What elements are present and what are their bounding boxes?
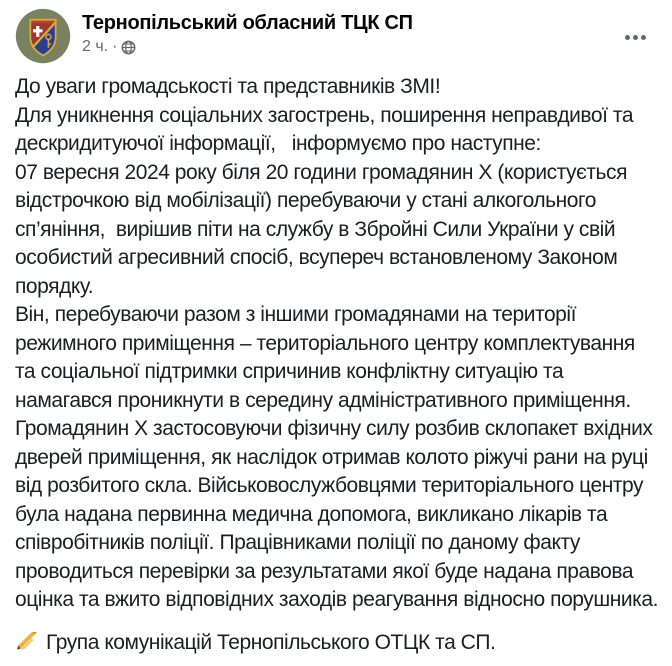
post-meta — [82, 38, 621, 56]
post-paragraph: Громадянин Х застосовуючи фізичну силу розбив склопакет вхідних дверей приміщення, як наслідок отримав колото ріжучі рани на руці від розбитого скла. Військовослужбовцями територіального центру була надана первинна медична допомога, викликано лікарів та співробітників поліції. Працівниками поліції по даному факту проводиться перевірки за результатами якої буде надана правова оцінка та вжито відповідних заходів реагування відносно порушника. — [15, 417, 658, 611]
military-emblem-icon — [14, 7, 72, 65]
signature-text: Група комунікацій Тернопільського ОТЦК та СП. — [46, 630, 496, 654]
post-paragraph: Він, перебуваючи разом з іншими громадянами на території режимного приміщення – територіального центру комплектування та соціальної підтримки спричинив конфліктну ситуацію та намагався проникнути в середину адміністративного приміщення. — [15, 303, 641, 412]
post-text — [0, 67, 672, 657]
page-avatar[interactable] — [14, 7, 72, 65]
post-paragraph: До уваги громадськості та представників ЗМІ! — [15, 75, 441, 98]
meta-separator: · — [112, 38, 118, 55]
post-paragraphs — [15, 73, 660, 615]
page-name-link[interactable]: Тернопільський обласний ТЦК СП — [82, 12, 413, 34]
privacy-globe-icon — [121, 40, 136, 55]
post-timestamp[interactable]: 2 ч. — [82, 38, 109, 55]
post-options-button[interactable] — [621, 29, 650, 46]
post-header — [0, 0, 672, 67]
post-paragraph: Для уникнення соціальних загострень, поширення неправдивої та дескридитуючої інформації, інформуємо про наступне: — [15, 103, 639, 155]
post-signature — [15, 629, 660, 658]
post-paragraph: 07 вересня 2024 року біля 20 години громадянин Х (користується відстрочкою від мобілізації) перебуваючи у стані алкогольного сп’яніння, вирішив піти на службу в Збройні Сили України у свій особистий агресивний спосіб, всупереч встановленому Законом порядку. — [15, 160, 633, 298]
post-header-text — [82, 7, 621, 56]
ellipsis-dot — [641, 35, 646, 40]
writing-hand-emoji — [15, 631, 38, 660]
ellipsis-dot — [633, 35, 638, 40]
ellipsis-dot — [625, 35, 630, 40]
